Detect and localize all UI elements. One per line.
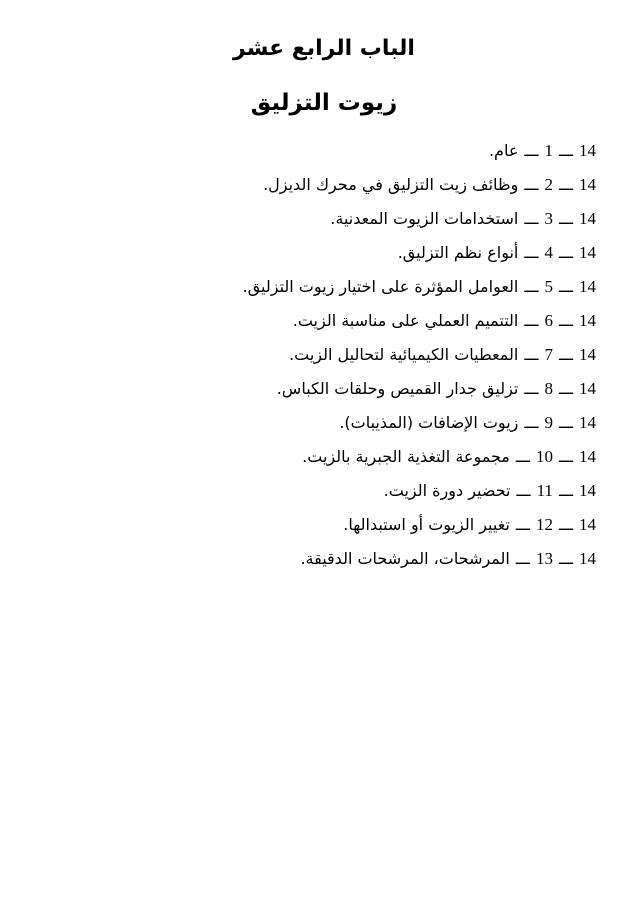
toc-item	[126, 134, 596, 168]
chapter-number: 14	[579, 141, 596, 160]
toc-item-text: المرشحات، المرشحات الدقيقة.	[300, 549, 510, 568]
chapter-number: 14	[579, 277, 596, 296]
toc-item-text: أنواع نظم التزليق.	[397, 243, 519, 262]
toc-item	[126, 474, 596, 508]
separator: ـــ	[558, 413, 573, 432]
section-number: 11	[536, 481, 553, 500]
toc-item-text: مجموعة التغذية الجبرية بالزيت.	[302, 447, 510, 466]
toc-item-text: تزليق جدار القميص وحلقات الكباس.	[276, 379, 519, 398]
toc-item-text: التتميم العملي على مناسبة الزيت.	[292, 311, 519, 330]
toc-item-text: زيوت الإضافات (المذيبات).	[339, 413, 519, 432]
chapter-number: 14	[579, 209, 596, 228]
section-number: 8	[544, 379, 553, 398]
separator: ـــ	[524, 175, 539, 194]
section-number: 12	[535, 515, 553, 534]
separator: ـــ	[524, 345, 539, 364]
toc-item-text: العوامل المؤثرة على اختيار زيوت التزليق.	[242, 277, 519, 296]
separator: ـــ	[515, 447, 530, 466]
separator: ـــ	[558, 481, 573, 500]
separator: ـــ	[558, 311, 573, 330]
separator: ـــ	[558, 515, 573, 534]
chapter-number: 14	[579, 481, 596, 500]
separator: ـــ	[524, 311, 539, 330]
toc-item-text: استخدامات الزيوت المعدنية.	[330, 209, 519, 228]
chapter-number: 14	[579, 447, 596, 466]
toc-item	[126, 542, 596, 576]
separator: ـــ	[558, 175, 573, 194]
section-number: 3	[544, 209, 553, 228]
section-number: 1	[544, 141, 553, 160]
separator: ـــ	[524, 243, 539, 262]
toc-item-text: تغيير الزيوت أو استبدالها.	[343, 515, 510, 534]
separator: ـــ	[515, 549, 530, 568]
section-number: 13	[535, 549, 553, 568]
toc-item-text: تحضير دورة الزيت.	[383, 481, 511, 500]
chapter-number: 14	[579, 175, 596, 194]
separator: ـــ	[558, 209, 573, 228]
chapter-number: 14	[579, 243, 596, 262]
toc-item	[126, 406, 596, 440]
separator: ـــ	[524, 209, 539, 228]
chapter-number: 14	[579, 311, 596, 330]
section-number: 6	[544, 311, 553, 330]
separator: ـــ	[558, 379, 573, 398]
toc-item	[126, 270, 596, 304]
chapter-title: الباب الرابع عشر	[233, 36, 415, 61]
toc-item-text: عام.	[488, 141, 519, 160]
separator: ـــ	[515, 515, 530, 534]
separator: ـــ	[558, 549, 573, 568]
section-number: 9	[544, 413, 553, 432]
chapter-number: 14	[579, 549, 596, 568]
toc-item	[126, 440, 596, 474]
section-number: 7	[544, 345, 553, 364]
separator: ـــ	[516, 481, 531, 500]
toc-item	[126, 372, 596, 406]
chapter-number: 14	[579, 379, 596, 398]
chapter-number: 14	[579, 413, 596, 432]
toc-item	[126, 202, 596, 236]
separator: ـــ	[558, 141, 573, 160]
separator: ـــ	[558, 345, 573, 364]
toc-item-text: المعطيات الكيميائية لتحاليل الزيت.	[289, 345, 519, 364]
toc-item	[126, 168, 596, 202]
section-number: 2	[544, 175, 553, 194]
separator: ـــ	[558, 447, 573, 466]
chapter-subject: زيوت التزليق	[250, 90, 398, 116]
section-number: 10	[535, 447, 553, 466]
separator: ـــ	[558, 277, 573, 296]
section-number: 4	[544, 243, 553, 262]
separator: ـــ	[524, 277, 539, 296]
section-number: 5	[544, 277, 553, 296]
separator: ـــ	[524, 413, 539, 432]
separator: ـــ	[524, 379, 539, 398]
toc-item	[126, 508, 596, 542]
toc-item	[126, 304, 596, 338]
table-of-contents	[126, 134, 596, 576]
chapter-number: 14	[579, 515, 596, 534]
toc-item	[126, 236, 596, 270]
toc-item	[126, 338, 596, 372]
chapter-number: 14	[579, 345, 596, 364]
separator: ـــ	[558, 243, 573, 262]
separator: ـــ	[524, 141, 539, 160]
toc-item-text: وظائف زيت التزليق في محرك الديزل.	[263, 175, 519, 194]
